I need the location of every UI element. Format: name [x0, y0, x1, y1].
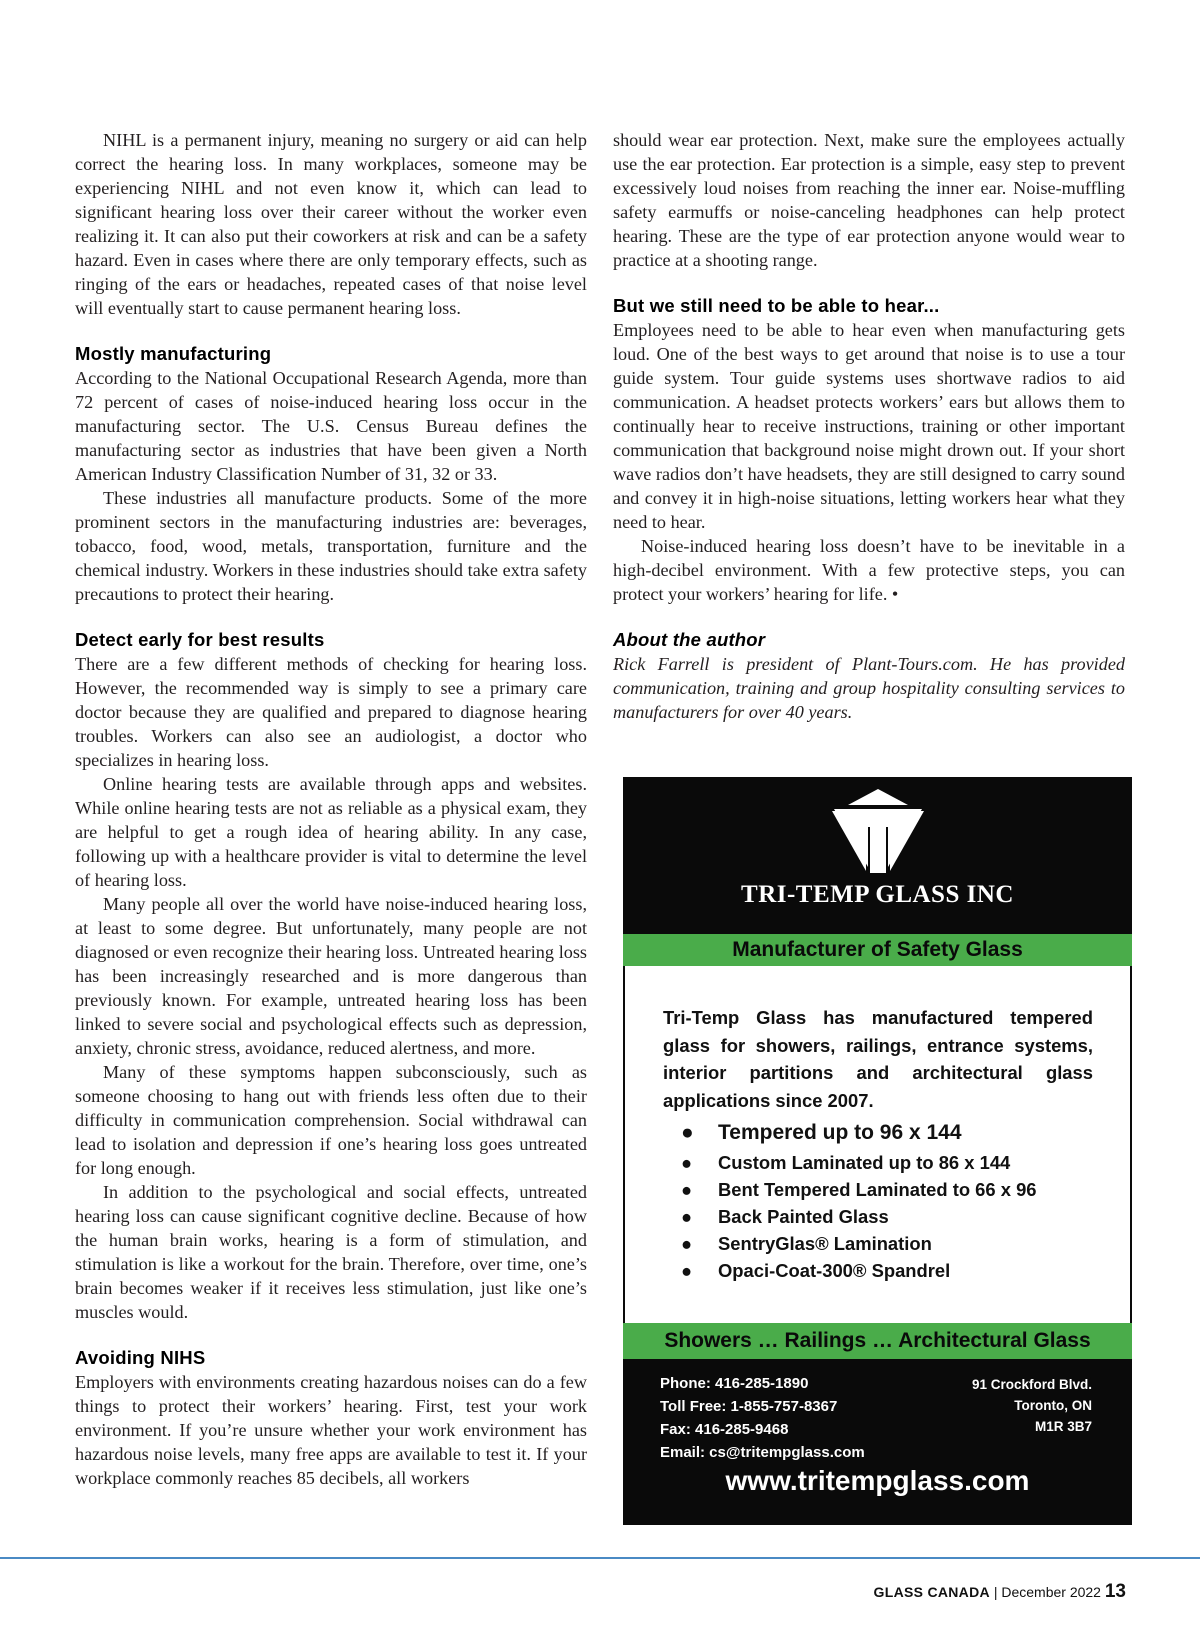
footer-separator: | [993, 1584, 998, 1600]
products-band: Showers … Railings … Architectural Glass [623, 1323, 1132, 1359]
section-heading-about-author: About the author [613, 629, 766, 650]
issue-date: December 2022 [1001, 1584, 1101, 1600]
address-line: 91 Crockford Blvd. [971, 1377, 1092, 1392]
article-paragraph: Many people all over the world have noise-induced hearing loss, at least to some degree. But unfortunately, many people are not diagnosed or even recognize their hearing loss. Untreated hearing loss has been increasingly researched and is more dangerous than previously known. For example, untreated hearing loss has been linked to severe social and psychological effects such as depression, anxiety, chronic stress, avoidance, reduced alertness, and more. [75, 894, 587, 1058]
feature-item: ● SentryGlas® Lamination [681, 1230, 1037, 1257]
article-paragraph: Employers with environments creating hazardous noises can do a few things to protect their workers’ hearing. First, test your work environment. If you’re unsure whether your work environment has hazardous noise levels, many free apps are available to test it. If your workplace commonly reaches 85 decibels, all workers [75, 1372, 587, 1488]
ad-description: Tri-Temp Glass has manufactured tempered glass for showers, railings, entrance systems, interior partitions and architectural glass applications since 2007. [663, 1007, 1093, 1111]
article-paragraph: These industries all manufacture products. Some of the more prominent sectors in the manufacturing industries are: beverages, tobacco, food, wood, metals, transportation, furniture and the chemical industry. Workers in these industries should take extra safety precautions to protect their hearing. [75, 488, 587, 604]
bullet-icon: ● [681, 1121, 694, 1144]
bullet-icon: ● [681, 1206, 693, 1227]
section-heading-avoiding-nihs: Avoiding NIHS [75, 1347, 206, 1368]
website-url: www.tritempglass.com [725, 1465, 1030, 1496]
fax-number: Fax: 416-285-9468 [660, 1421, 789, 1438]
article-paragraph: Noise-induced hearing loss doesn’t have to be inevitable in a high-decibel environment. With a few protective steps, you can protect your workers’ hearing for life. • [613, 536, 1125, 604]
bullet-icon: ● [681, 1260, 693, 1281]
section-heading-detect-early: Detect early for best results [75, 629, 325, 650]
section-heading-still-need-to-hear: But we still need to be able to hear... [613, 295, 940, 316]
article-paragraph: should wear ear protection. Next, make sure the employees actually use the ear protection. Ear protection is a simple, easy step to prevent excessively loud noises from reaching the inner ear. Noise-muffling safety earmuffs or noise-canceling headphones can help protect hearing. These are the type of ear protection anyone would wear to practice at a shooting range. [613, 130, 1125, 270]
section-heading-mostly-manufacturing: Mostly manufacturing [75, 343, 272, 364]
feature-item: ● Opaci-Coat-300® Spandrel [681, 1257, 1037, 1284]
address-line: Toronto, ON [1014, 1398, 1092, 1413]
bullet-icon: ● [681, 1233, 693, 1254]
bullet-icon: ● [681, 1152, 693, 1173]
phone-number: Phone: 416-285-1890 [660, 1375, 809, 1392]
article-paragraph: Employees need to be able to hear even when manufacturing gets loud. One of the best ways to get around that noise is to use a tour guide system. Tour guide systems uses shortwave radios to aid communication. A headset protects workers’ ears but allows them to continually hear to receive instructions, training or other important communication that background noise might drown out. If your short wave radios don’t have headsets, they are still designed to carry sound and convey it in high-noise situations, letting workers hear what they need to hear. [613, 320, 1125, 532]
article-paragraph: There are a few different methods of checking for hearing loss. However, the recommended way is simply to see a primary care doctor because they are qualified and prepared to diagnose hearing troubles. Workers can also see an audiologist, a doctor who specializes in hearing loss. [75, 654, 587, 770]
ad-content-panel [625, 966, 1130, 1323]
feature-item: ● Custom Laminated up to 86 x 144 [681, 1149, 1037, 1176]
address-line: M1R 3B7 [1034, 1419, 1092, 1434]
article-paragraph: According to the National Occupational Research Agenda, more than 72 percent of cases of noise-induced hearing loss occur in the manufacturing sector. The U.S. Census Bureau defines the manufacturing sector as industries that have been given a North American Industry Classification Number of 31, 32 or 33. [75, 368, 587, 484]
page-footer [874, 1581, 1126, 1603]
footer-divider [0, 1557, 1200, 1559]
feature-list [681, 1117, 1037, 1284]
article-paragraph: NIHL is a permanent injury, meaning no surgery or aid can help correct the hearing loss. In many workplaces, someone may be experiencing NIHL and not even know it, which can lead to significant hearing loss over their career without the worker even realizing it. It can also put their coworkers at risk and can be a safety hazard. Even in cases where there are only temporary effects, such as ringing of the ears or headaches, repeated cases of that noise level will eventually start to cause permanent hearing loss. [75, 130, 587, 318]
article-paragraph: In addition to the psychological and social effects, untreated hearing loss can cause significant cognitive decline. Because of how the human brain works, hearing is a form of stimulation, and stimulation is like a workout for the brain. Therefore, over time, one’s brain becomes weaker if it receives less stimulation, just like one’s muscles would. [75, 1182, 587, 1322]
author-bio: Rick Farrell is president of Plant-Tours.com. He has provided communication, training and group hospitality consulting services to manufacturers for over 40 years. [613, 654, 1125, 722]
feature-item: ● Bent Tempered Laminated to 66 x 96 [681, 1176, 1037, 1203]
t-triangle-logo-icon [828, 787, 928, 879]
toll-free-number: Toll Free: 1-855-757-8367 [660, 1398, 838, 1415]
article-paragraph: Many of these symptoms happen subconsciously, such as someone choosing to hang out with friends less often due to their difficulty in communication comprehension. Social withdrawal can lead to isolation and depression if one’s hearing loss goes untreated for long enough. [75, 1062, 587, 1178]
bullet-icon: ● [681, 1179, 693, 1200]
email-address: Email: cs@tritempglass.com [660, 1444, 865, 1461]
left-column [75, 128, 587, 1490]
tri-temp-glass-advertisement [623, 777, 1132, 1525]
magazine-name: GLASS CANADA [873, 1584, 990, 1600]
street-address [972, 1374, 1092, 1437]
feature-item: ● Back Painted Glass [681, 1203, 1037, 1230]
contact-info [660, 1372, 865, 1464]
feature-item: ● Tempered up to 96 x 144 [681, 1117, 1037, 1149]
tagline-band: Manufacturer of Safety Glass [623, 934, 1132, 966]
article-paragraph: Online hearing tests are available through apps and websites. While online hearing tests are not as reliable as a physical exam, they are helpful to get a rough idea of hearing ability. In any case, following up with a healthcare provider is vital to determine the level of hearing loss. [75, 774, 587, 890]
company-name: TRI-TEMP GLASS INC [741, 881, 1014, 908]
page-number: 13 [1104, 1581, 1126, 1602]
right-column [613, 128, 1125, 724]
